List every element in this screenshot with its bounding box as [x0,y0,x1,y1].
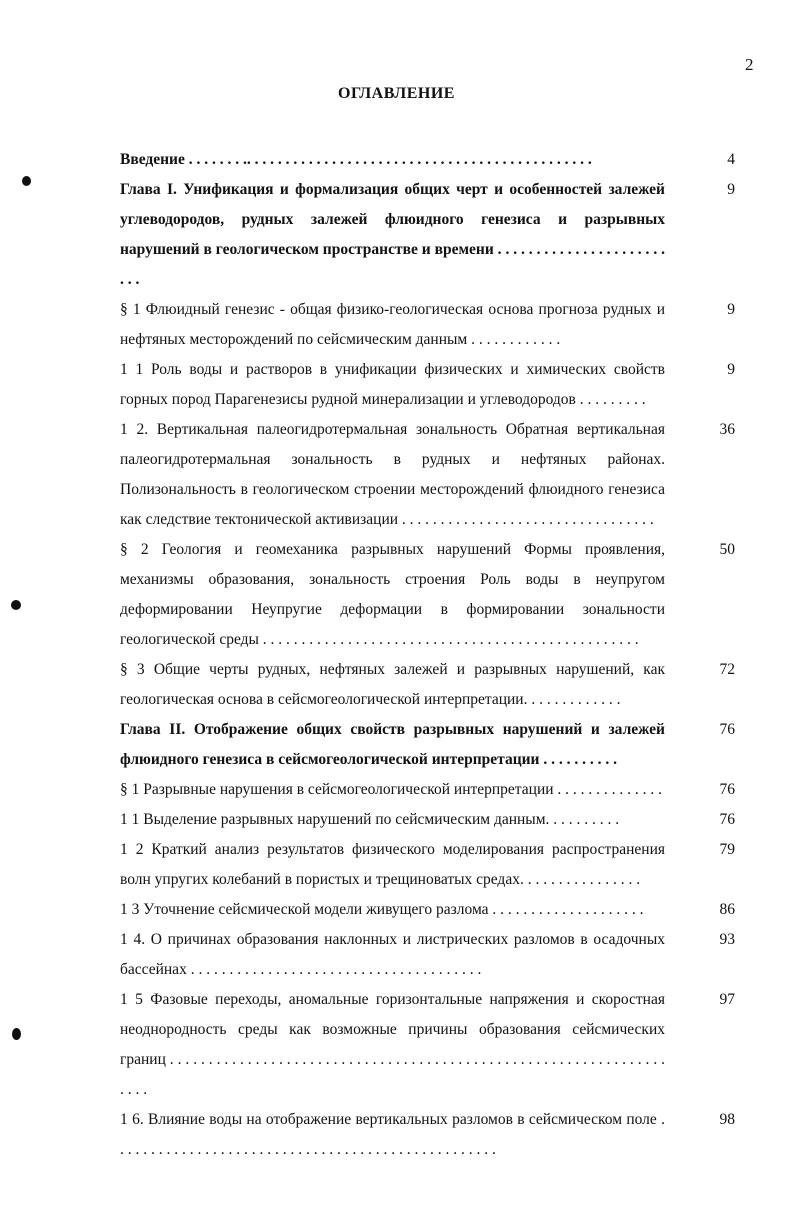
toc-entry-page: 9 [727,361,735,378]
toc-entry[interactable] [120,985,735,1105]
toc-entry-text: 1 2. Вертикальная палеогидротермальная зональность Обратная вертикальная палеогидротермальная зональность в рудных и нефтяных районах. Полизональность в геологическом строении месторождений флюидного генезиса как следствие тектонической активизации . . . . . . . . . . . . . . . . . . . . . . . . . . . . . . . . . [120,421,665,528]
toc-entry-page: 76 [719,811,735,828]
toc-entry-page: 98 [719,1111,735,1128]
toc-entry-page: 86 [719,901,735,918]
toc-entry-text: 1 3 Уточнение сейсмической модели живущего разлома . . . . . . . . . . . . . . . . . . . . [120,901,644,918]
toc-entry[interactable] [120,715,735,775]
toc-entry[interactable] [120,835,735,895]
toc-entry-text: § 1 Разрывные нарушения в сейсмогеологической интерпретации . . . . . . . . . . . . . . [120,781,663,798]
ink-blot [11,600,21,610]
page-number: 2 [745,55,754,74]
toc-entry[interactable] [120,925,735,985]
table-of-contents [120,145,735,1165]
toc-entry[interactable] [120,355,735,415]
toc-entry-text: 1 1 Выделение разрывных нарушений по сейсмическим данным. . . . . . . . . . [120,811,620,828]
toc-entry-page: 72 [719,661,735,678]
toc-entry[interactable] [120,655,735,715]
toc-entry[interactable] [120,175,735,295]
toc-entry-text: Глава II. Отображение общих свойств разрывных нарушений и залежей флюидного генезиса в сейсмогеологической интерпретации . . . . . . . . . . [120,721,665,768]
toc-entry[interactable] [120,1105,735,1165]
toc-entry-page: 76 [719,781,735,798]
toc-entry-text: § 3 Общие черты рудных, нефтяных залежей и разрывных нарушений, как геологическая основа в сейсмогеологической интерпретации. . . . . . . . . . . . . [120,661,665,708]
ink-blot [22,176,31,186]
toc-entry-page: 4 [727,151,735,168]
toc-entry-text: 1 1 Роль воды и растворов в унификации физических и химических свойств горных пород Парагенезисы рудной минерализации и углеводородов . . . . . . . . . [120,361,665,408]
toc-entry[interactable] [120,805,735,835]
toc-entry-page: 79 [719,841,735,858]
toc-entry[interactable] [120,295,735,355]
toc-entry-page: 93 [719,931,735,948]
toc-entry-page: 97 [719,991,735,1008]
toc-entry-text: Введение . . . . . . . .. . . . . . . . . . . . . . . . . . . . . . . . . . . . . . . . . . . . . . . . . . . . . [120,151,592,168]
toc-entry-text: § 1 Флюидный генезис - общая физико-геологическая основа прогноза рудных и нефтяных месторождений по сейсмическим данным . . . . . . . . . . . . [120,301,665,348]
toc-entry[interactable] [120,415,735,535]
toc-entry-text: 1 4. О причинах образования наклонных и листрических разломов в осадочных бассейнах . . . . . . . . . . . . . . . . . . . . . . . . . . . . . . . . . . . . . . [120,931,665,978]
toc-entry-page: 36 [719,421,735,438]
toc-entry[interactable] [120,775,735,805]
toc-entry-text: § 2 Геология и геомеханика разрывных нарушений Формы проявления, механизмы образования, зональность строения Роль воды в неупругом деформировании Неупругие деформации в формировании зональности геологической среды . . . . . . . . . . . . . . . . . . . . . . . . . . . . . . . . . . . . . . . . . . . . . . . . . [120,541,665,648]
toc-entry-text: Глава I. Унификация и формализация общих черт и особенностей залежей углеводородов, рудных залежей флюидного генезиса и разрывных нарушений в геологическом пространстве и времени . . . . . . . . . . . . . . . . . . . . . . . . . [120,181,665,288]
toc-entry[interactable] [120,895,735,925]
toc-entry-page: 50 [719,541,735,558]
toc-entry-page: 9 [727,301,735,318]
ink-blot [12,1028,21,1040]
page-title: ОГЛАВЛЕНИЕ [338,85,455,102]
toc-entry-text: 1 5 Фазовые переходы, аномальные горизонтальные напряжения и скоростная неоднородность среды как возможные причины образования сейсмических границ . . . . . . . . . . . . . . . . . . . . . . . . . . . . . . . . . . . . . . . . . . . . . . . . . . . . . . . . . . . . . . . . . . . . [120,991,665,1098]
toc-entry[interactable] [120,535,735,655]
toc-entry-page: 76 [719,721,735,738]
toc-entry-page: 9 [727,181,735,198]
toc-entry-text: 1 2 Краткий анализ результатов физического моделирования распространения волн упругих колебаний в пористых и трещиноватых средах. . . . . . . . . . . . . . . . [120,841,665,888]
toc-entry[interactable] [120,145,735,175]
toc-entry-text: 1 6. Влияние воды на отображение вертикальных разломов в сейсмическом поле . . . . . . . . . . . . . . . . . . . . . . . . . . . . . . . . . . . . . . . . . . . . . . . . . . [120,1111,665,1158]
